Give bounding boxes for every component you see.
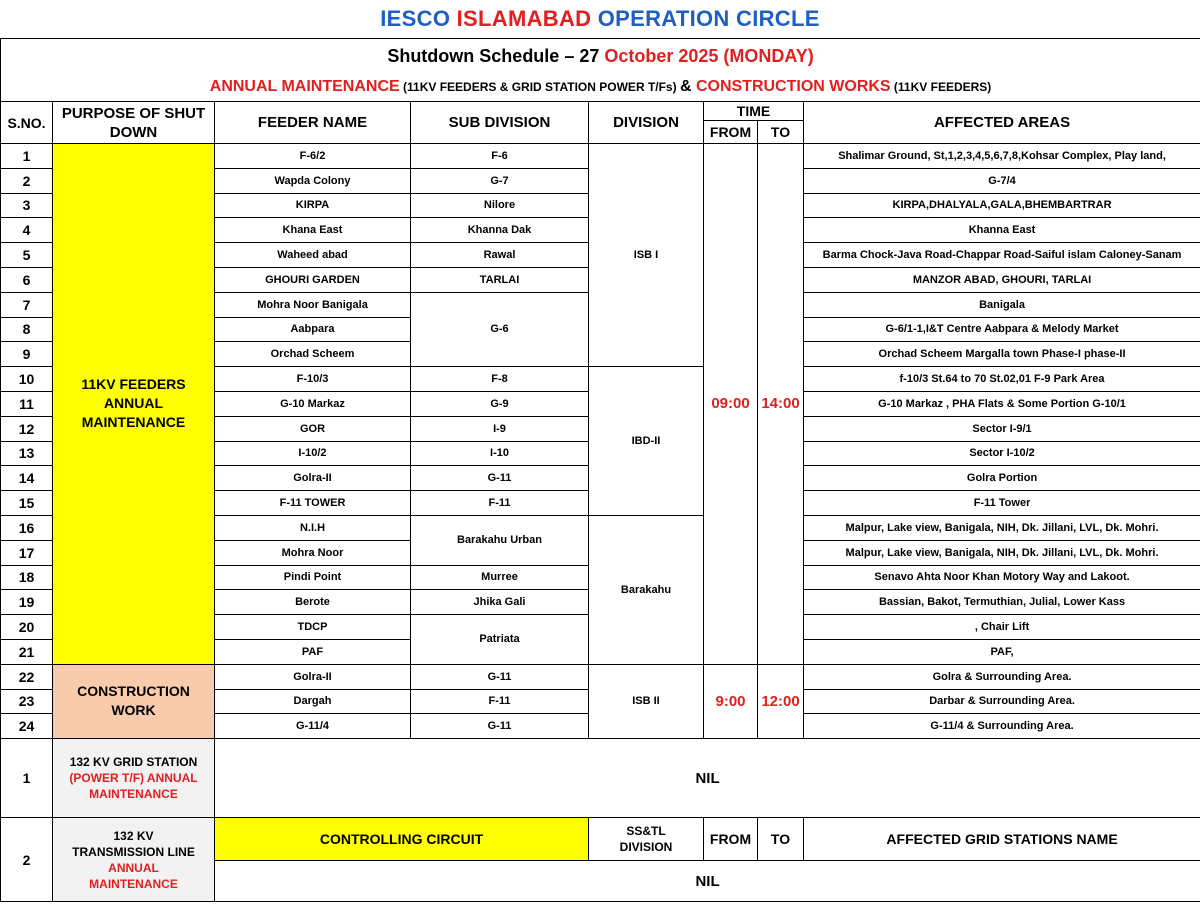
row-affected: MANZOR ABAD, GHOURI, TARLAI [804, 267, 1200, 292]
row-feeder: Mohra Noor Banigala [215, 292, 411, 317]
row-subdivision: G-7 [411, 168, 589, 193]
col-header-from: FROM [704, 121, 758, 144]
row-affected: Golra & Surrounding Area. [804, 664, 1200, 689]
ampersand: & [679, 78, 696, 95]
schedule-label: Shutdown Schedule [387, 45, 560, 66]
row-sno: 14 [1, 466, 53, 491]
time-to-a: 14:00 [758, 144, 804, 665]
sstl-division [589, 818, 704, 861]
grid-station-line1: 132 KV GRID STATION [69, 755, 198, 770]
table-row [1, 664, 1200, 689]
row-feeder: G-11/4 [215, 714, 411, 739]
row-affected: G-7/4 [804, 168, 1200, 193]
subdivision-patriata: Patriata [411, 615, 589, 665]
row-feeder: TDCP [215, 615, 411, 640]
controlling-circuit: CONTROLLING CIRCUIT [215, 818, 589, 861]
row-feeder: Mohra Noor [215, 540, 411, 565]
transmission-line3: ANNUAL [108, 860, 159, 875]
col-header-division: DIVISION [589, 102, 704, 144]
col-header-subdivision: SUB DIVISION [411, 102, 589, 144]
division-isb1: ISB I [589, 144, 704, 367]
title-part2: ISLAMABAD [456, 6, 592, 31]
row-sno: 13 [1, 441, 53, 466]
row-subdivision: G-9 [411, 391, 589, 416]
row-affected: Shalimar Ground, St,1,2,3,4,5,6,7,8,Kohsar Complex, Play land, [804, 144, 1200, 169]
row-feeder: Berote [215, 590, 411, 615]
row-feeder: Waheed abad [215, 243, 411, 268]
grid-station-purpose [53, 739, 215, 818]
grid-station-sno: 1 [1, 739, 53, 818]
row-sno: 1 [1, 144, 53, 169]
subdivision-barakahu-urban: Barakahu Urban [411, 515, 589, 565]
col-header-feeder: FEEDER NAME [215, 102, 411, 144]
transmission-line4: MAINTENANCE [89, 876, 178, 891]
row-feeder: PAF [215, 639, 411, 664]
row-affected: Sector I-10/2 [804, 441, 1200, 466]
row-affected: Khanna East [804, 218, 1200, 243]
col-header-time: TIME [704, 102, 804, 121]
row-subdivision: Murree [411, 565, 589, 590]
row-feeder: Pindi Point [215, 565, 411, 590]
row-feeder: I-10/2 [215, 441, 411, 466]
transmission-line1: 132 KV [113, 828, 154, 843]
row-sno: 21 [1, 639, 53, 664]
row-subdivision: F-6 [411, 144, 589, 169]
affected-grid-stations-header: AFFECTED GRID STATIONS NAME [804, 818, 1200, 861]
row-affected: f-10/3 St.64 to 70 St.02,01 F-9 Park Area [804, 367, 1200, 392]
row-sno: 16 [1, 515, 53, 540]
row-subdivision: I-10 [411, 441, 589, 466]
row-affected: PAF, [804, 639, 1200, 664]
title-part3: OPERATION CIRCLE [591, 6, 820, 31]
row-subdivision: Jhika Gali [411, 590, 589, 615]
row-sno: 11 [1, 391, 53, 416]
transmission-line2: TRANSMISSION LINE [72, 844, 195, 859]
grid-station-line3: MAINTENANCE [89, 787, 178, 802]
schedule-subheading [1, 73, 1200, 102]
schedule-date: October 2025 (MONDAY) [604, 45, 814, 66]
row-feeder: G-10 Markaz [215, 391, 411, 416]
row-feeder: KIRPA [215, 193, 411, 218]
time-to-b: 12:00 [758, 664, 804, 738]
row-feeder: Khana East [215, 218, 411, 243]
row-affected: KIRPA,DHALYALA,GALA,BHEMBARTRAR [804, 193, 1200, 218]
row-sno: 7 [1, 292, 53, 317]
row-feeder: GHOURI GARDEN [215, 267, 411, 292]
row-affected: G-11/4 & Surrounding Area. [804, 714, 1200, 739]
transmission-from: FROM [704, 818, 758, 861]
row-sno: 20 [1, 615, 53, 640]
row-feeder: Golra-II [215, 466, 411, 491]
row-subdivision: G-11 [411, 664, 589, 689]
sstl-line2: DIVISION [619, 840, 673, 855]
row-subdivision: G-11 [411, 714, 589, 739]
construction-works-label: CONSTRUCTION WORKS [695, 78, 891, 95]
row-feeder: N.I.H [215, 515, 411, 540]
row-sno: 19 [1, 590, 53, 615]
transmission-purpose [53, 818, 215, 902]
row-affected: Banigala [804, 292, 1200, 317]
row-affected: Orchad Scheem Margalla town Phase-I phase-II [804, 342, 1200, 367]
row-sno: 22 [1, 664, 53, 689]
schedule-table [0, 38, 1200, 902]
row-subdivision: TARLAI [411, 267, 589, 292]
purpose-construction-work: CONSTRUCTION WORK [53, 664, 215, 738]
row-sno: 8 [1, 317, 53, 342]
row-subdivision: F-8 [411, 367, 589, 392]
row-subdivision: F-11 [411, 689, 589, 714]
row-sno: 5 [1, 243, 53, 268]
col-header-affected: AFFECTED AREAS [804, 102, 1200, 144]
row-affected: Golra Portion [804, 466, 1200, 491]
row-subdivision: Khanna Dak [411, 218, 589, 243]
construction-works-note: (11KV FEEDERS) [890, 80, 992, 94]
row-feeder: F-6/2 [215, 144, 411, 169]
row-affected: Malpur, Lake view, Banigala, NIH, Dk. Jillani, LVL, Dk. Mohri. [804, 540, 1200, 565]
division-isb2: ISB II [589, 664, 704, 738]
col-header-purpose: PURPOSE OF SHUT DOWN [53, 102, 215, 144]
table-row [1, 144, 1200, 169]
time-from-b: 9:00 [704, 664, 758, 738]
row-feeder: F-10/3 [215, 367, 411, 392]
title-part1: IESCO [380, 6, 457, 31]
row-affected: Senavo Ahta Noor Khan Motory Way and Lakoot. [804, 565, 1200, 590]
sstl-line1: SS&TL [626, 824, 666, 839]
grid-station-line2b: ANNUAL [144, 771, 198, 786]
annual-maintenance-label: ANNUAL MAINTENANCE [209, 78, 400, 95]
row-affected: Darbar & Surrounding Area. [804, 689, 1200, 714]
purpose-feeders-annual: 11KV FEEDERS ANNUAL MAINTENANCE [53, 144, 215, 665]
division-barakahu: Barakahu [589, 515, 704, 664]
annual-maintenance-note: (11KV FEEDERS & GRID STATION POWER T/Fs) [399, 80, 680, 94]
schedule-date-num: 27 [579, 45, 605, 66]
page-title [0, 0, 1200, 38]
row-feeder: Aabpara [215, 317, 411, 342]
row-feeder: GOR [215, 416, 411, 441]
row-affected: G-6/1-1,I&T Centre Aabpara & Melody Market [804, 317, 1200, 342]
transmission-nil: NIL [215, 861, 1200, 902]
grid-station-nil: NIL [215, 739, 1200, 818]
row-affected: Barma Chock-Java Road-Chappar Road-Saiful islam Caloney-Sanam [804, 243, 1200, 268]
row-feeder: F-11 TOWER [215, 491, 411, 516]
schedule-dash: – [559, 45, 580, 66]
row-subdivision: Rawal [411, 243, 589, 268]
transmission-to: TO [758, 818, 804, 861]
row-subdivision: F-11 [411, 491, 589, 516]
row-sno: 6 [1, 267, 53, 292]
row-sno: 4 [1, 218, 53, 243]
grid-station-line2: (POWER T/F) [69, 771, 145, 786]
subdivision-g6: G-6 [411, 292, 589, 366]
row-sno: 9 [1, 342, 53, 367]
row-feeder: Golra-II [215, 664, 411, 689]
row-sno: 24 [1, 714, 53, 739]
row-sno: 18 [1, 565, 53, 590]
row-sno: 23 [1, 689, 53, 714]
row-feeder: Orchad Scheem [215, 342, 411, 367]
row-affected: Malpur, Lake view, Banigala, NIH, Dk. Jillani, LVL, Dk. Mohri. [804, 515, 1200, 540]
row-affected: , Chair Lift [804, 615, 1200, 640]
row-feeder: Dargah [215, 689, 411, 714]
row-sno: 2 [1, 168, 53, 193]
row-affected: F-11 Tower [804, 491, 1200, 516]
row-sno: 15 [1, 491, 53, 516]
row-affected: G-10 Markaz , PHA Flats & Some Portion G-10/1 [804, 391, 1200, 416]
row-subdivision: Nilore [411, 193, 589, 218]
division-ibd2: IBD-II [589, 367, 704, 516]
row-subdivision: I-9 [411, 416, 589, 441]
row-sno: 17 [1, 540, 53, 565]
time-from-a: 09:00 [704, 144, 758, 665]
row-affected: Sector I-9/1 [804, 416, 1200, 441]
row-affected: Bassian, Bakot, Termuthian, Julial, Lower Kass [804, 590, 1200, 615]
row-subdivision: G-11 [411, 466, 589, 491]
row-sno: 10 [1, 367, 53, 392]
row-sno: 3 [1, 193, 53, 218]
schedule-heading [1, 39, 1200, 74]
col-header-to: TO [758, 121, 804, 144]
row-feeder: Wapda Colony [215, 168, 411, 193]
col-header-sno: S.NO. [1, 102, 53, 144]
transmission-sno: 2 [1, 818, 53, 902]
row-sno: 12 [1, 416, 53, 441]
